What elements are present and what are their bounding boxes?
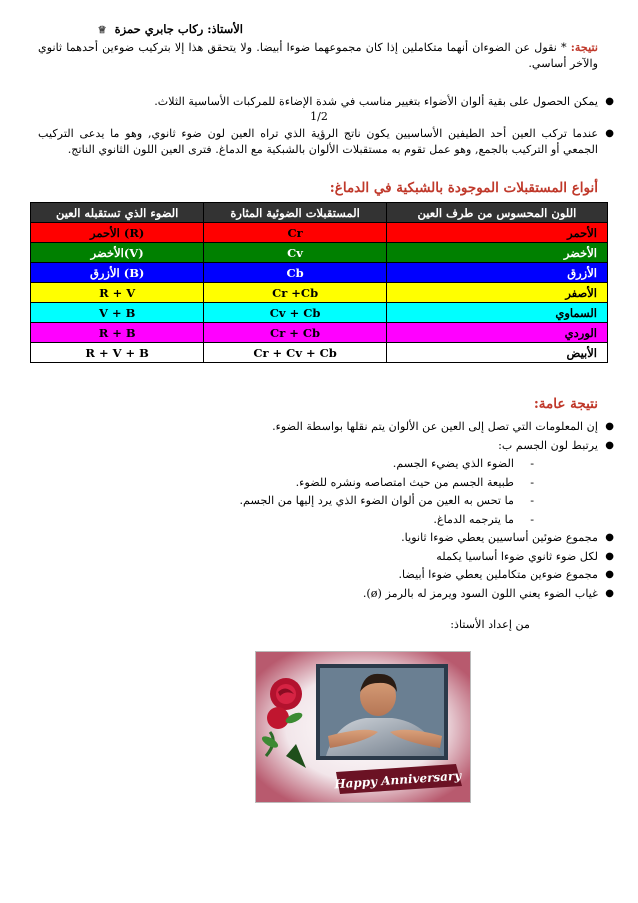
light-cell: (V)الأخضر — [31, 243, 204, 263]
receptors-cell: Cb — [204, 263, 387, 283]
perceived-color-cell: الأخضر — [386, 243, 607, 263]
bullet-text: يمكن الحصول على بقية ألوان الأضواء بتغيير مناسب في شدة الإضاءة للمركبات الأساسية الثلاث. — [154, 95, 598, 108]
bullet-paragraph-1 — [38, 94, 614, 110]
list-item: ● لكل ضوء ثانوي ضوءا أساسيا يكمله — [38, 548, 598, 567]
perceived-color-cell: الأصفر — [386, 283, 607, 303]
bullet-paragraph-2 — [38, 126, 614, 157]
receptors-cell: Cv — [204, 243, 387, 263]
list-item: ● يرتبط لون الجسم ب: — [38, 437, 598, 456]
table-header-row — [31, 203, 608, 223]
dash-icon: - — [530, 475, 534, 489]
result-label: نتيجة: — [570, 40, 598, 54]
anniversary-photo — [256, 652, 470, 802]
sub-list-item: - ما يترجمه الدماغ. — [38, 511, 598, 530]
receptors-cell: Cr + Cv + Cb — [204, 343, 387, 363]
page-number: 1/2 — [310, 110, 328, 123]
perceived-color-cell: الوردي — [386, 323, 607, 343]
prepared-by: من إعداد الأستاذ: — [450, 618, 530, 631]
light-cell: (R) الأحمر — [31, 223, 204, 243]
dash-icon: - — [530, 494, 534, 507]
receptors-table — [30, 202, 608, 363]
teacher-icon: ♕ — [97, 25, 107, 36]
teacher-name: الأستاذ: ركاب جابري حمزة — [114, 22, 243, 36]
perceived-color-cell: الأحمر — [386, 223, 607, 243]
dash-icon: - — [530, 457, 534, 470]
general-heading: نتيجة عامة: — [533, 396, 598, 412]
header-receptors: المستقبلات الضوئية المثارة — [204, 203, 387, 223]
light-cell: R + B — [31, 323, 204, 343]
receptors-cell: Cr — [204, 223, 387, 243]
bullet-icon: ● — [605, 587, 614, 599]
bullet-icon: ● — [605, 128, 614, 139]
light-cell: (B) الأزرق — [31, 263, 204, 283]
list-item: ● مجموع ضوءين متكاملين يعطي ضوءا أبيضا. — [38, 566, 598, 585]
header-light: الضوء الذي تستقبله العين — [31, 203, 204, 223]
result-paragraph — [38, 40, 598, 71]
photo-svg — [256, 652, 470, 802]
receptors-heading: أنواع المستقبلات الموجودة بالشبكية في الدماغ: — [329, 180, 598, 196]
table-row — [31, 243, 608, 263]
list-item: ● مجموع ضوئين أساسيين يعطي ضوءا ثانويا. — [38, 529, 598, 548]
table-row — [31, 343, 608, 363]
table-row — [31, 263, 608, 283]
table-row — [31, 323, 608, 343]
table-row — [31, 283, 608, 303]
light-cell: V + B — [31, 303, 204, 323]
perceived-color-cell: الأزرق — [386, 263, 607, 283]
bullet-icon: ● — [605, 569, 614, 580]
receptors-cell: Cv + Cb — [204, 303, 387, 323]
banner-text: Happy Anniversary — [333, 768, 462, 792]
bullet-icon: ● — [605, 96, 614, 107]
receptors-cell: Cr + Cb — [204, 323, 387, 343]
light-cell: R + V + B — [31, 343, 204, 363]
dash-icon: - — [530, 512, 534, 526]
bullet-icon: ● — [605, 421, 614, 432]
bullet-text: عندما تركب العين أحد الطيفين الأساسيين يكون ناتج الرؤية الذي تراه العين لون ضوء ثانوي, وهو ما يدعى التركيب الجمعي أو التركيب بالجمع, وهو عمل تقوم به مستقبلات الألوان بالشبكية مع الدماغ. فترى العين اللون الثانوي الناتج. — [38, 127, 598, 156]
bullet-icon: ● — [605, 439, 614, 451]
header-perceived-color: اللون المحسوس من طرف العين — [386, 203, 607, 223]
sub-list-item: - طبيعة الجسم من حيث امتصاصه ونشره للضوء. — [38, 474, 598, 493]
sub-list-item: - ما تحس به العين من ألوان الضوء الذي يرد إليها من الجسم. — [38, 492, 598, 511]
general-list — [38, 418, 614, 603]
perceived-color-cell: الأبيض — [386, 343, 607, 363]
result-text: * نقول عن الضوءان أنهما متكاملين إذا كان مجموعهما ضوءا أبيضا. ولا يتحقق هذا إلا بتركيب ضوءين أحدهما ثانوي والآخر أساسي. — [38, 41, 598, 70]
bullet-icon: ● — [605, 550, 614, 562]
teacher-header — [98, 22, 243, 36]
light-cell: R + V — [31, 283, 204, 303]
table-row — [31, 223, 608, 243]
list-item: ● غياب الضوء يعني اللون السود ويرمز له بالرمز (ø). — [38, 585, 598, 604]
table-row — [31, 303, 608, 323]
perceived-color-cell: السماوي — [386, 303, 607, 323]
receptors-cell: Cr +Cb — [204, 283, 387, 303]
list-item: ● إن المعلومات التي تصل إلى العين عن الألوان يتم نقلها بواسطة الضوء. — [38, 418, 598, 437]
table-body — [31, 223, 608, 363]
bullet-icon: ● — [605, 532, 614, 543]
sub-list-item: - الضوء الذي يضيء الجسم. — [38, 455, 598, 474]
